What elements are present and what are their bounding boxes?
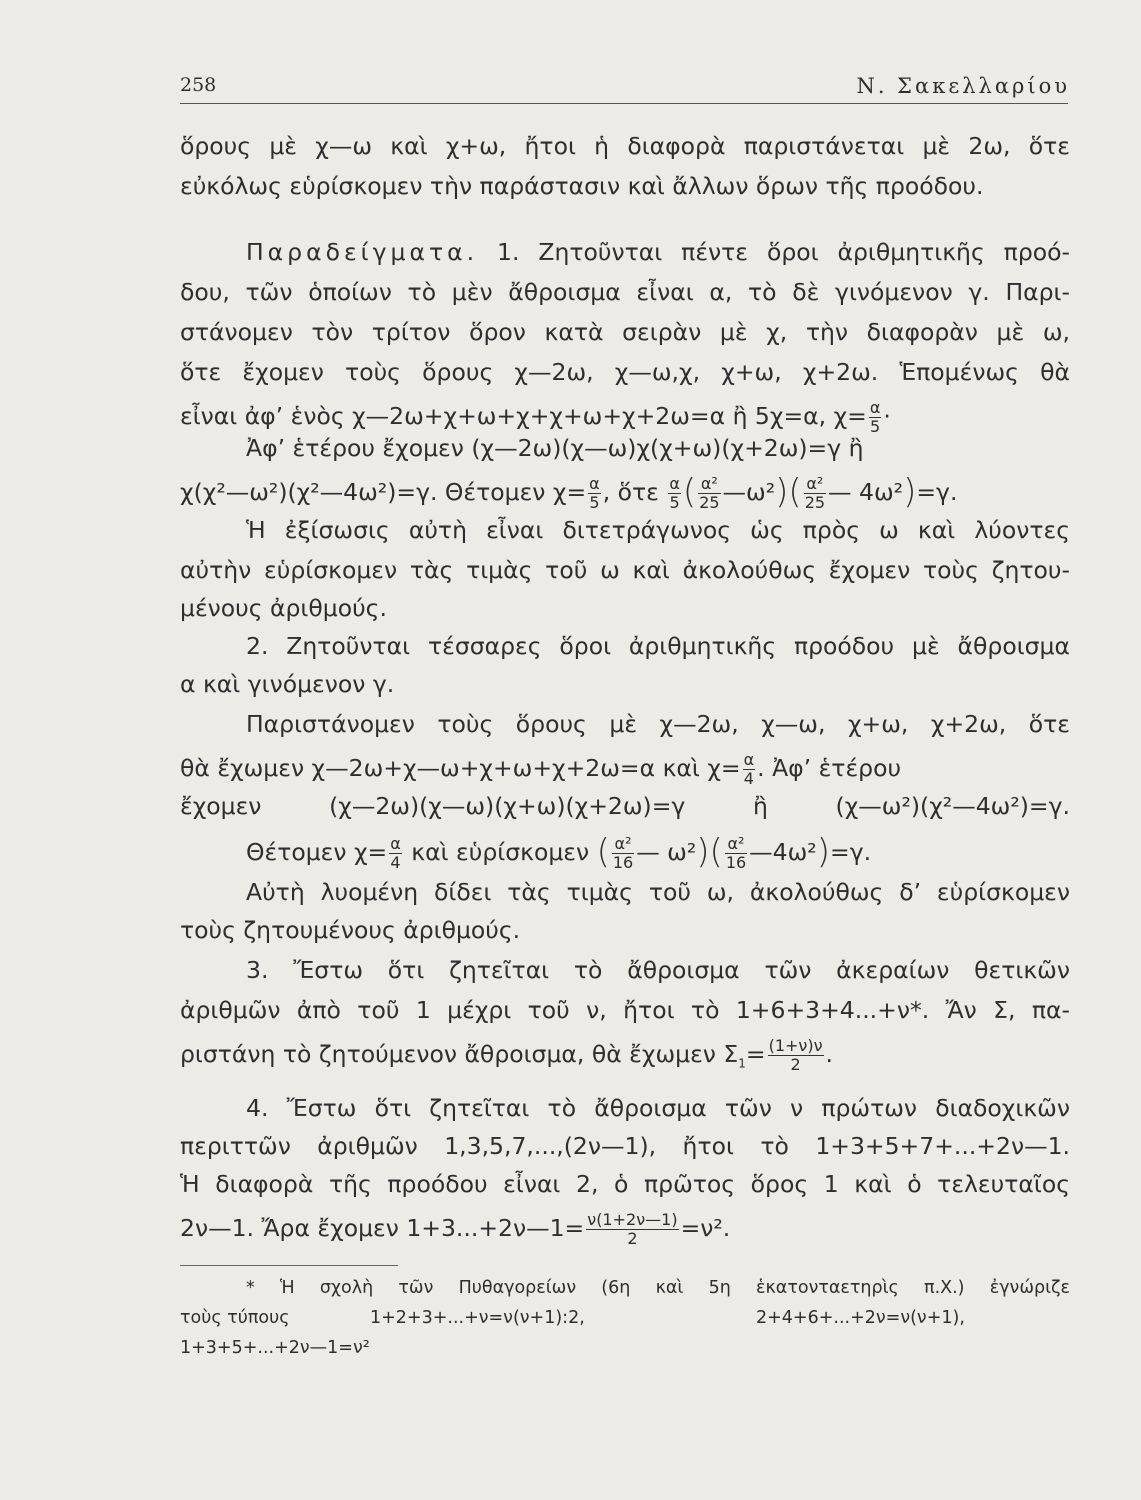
text-fragment: ριστάνη τὸ ζητούμενον ἄθροισμα, θὰ ἔχωμεν Σ <box>180 1040 739 1068</box>
text-fragment: χ(χ²—ω²)(χ²—4ω²)=γ. Θέτομεν χ= <box>180 478 587 506</box>
text-line: 2. Ζητοῦνται τέσσαρες ὅροι ἀριθμητικῆς προόδου μὲ ἄθροισμα <box>246 632 1070 660</box>
text-line: αὐτὴν εὑρίσκομεν τὰς τιμὰς τοῦ ω καὶ ἀκολούθως ἔχομεν τοὺς ζητου- <box>180 556 1070 584</box>
text-line: 3. Ἔστω ὅτι ζητεῖται τὸ ἄθροισμα τῶν ἀκεραίων θετικῶν <box>246 956 1070 984</box>
text-line: στάνομεν τὸν τρίτον ὅρον κατὰ σειρὰν μὲ χ, τὴν διαφορὰν μὲ ω, <box>180 318 1070 346</box>
numerator: α² <box>612 836 634 854</box>
fraction <box>588 476 601 511</box>
numerator: α <box>390 834 401 853</box>
text-fragment: 2ν—1. Ἄρα ἔχομεν 1+3...+2ν—1= <box>180 1214 585 1242</box>
footnote-line: 1+3+5+...+2ν—1=ν² <box>180 1338 370 1358</box>
fraction <box>586 1212 678 1247</box>
text-fragment: καὶ εὑρίσκομεν <box>403 838 597 866</box>
denominator: 5 <box>589 493 600 512</box>
text-fragment: . <box>825 1040 834 1068</box>
text-fragment: , ὅτε <box>602 478 659 506</box>
running-head: Ν. Σακελλαρίου <box>856 74 1070 98</box>
text-line: δου, τῶν ὁποίων τὸ μὲν ἄθροισμα εἶναι α, τὸ δὲ γινόμενον γ. Παρι- <box>180 278 1070 306</box>
subscript: 1 <box>738 1056 746 1071</box>
text-line: Ἡ διαφορὰ τῆς προόδου εἶναι 2, ὁ πρῶτος ὅρος 1 καὶ ὁ τελευταῖος <box>180 1170 1070 1198</box>
equation-line <box>180 1208 1070 1248</box>
text-fragment: εἶναι ἀφ’ ἑνὸς χ—2ω+χ+ω+χ+χ+ω+χ+2ω=α ἢ 5χ=α, χ= <box>180 402 867 430</box>
footnote-line: * Ἡ σχολὴ τῶν Πυθαγορείων (6η καὶ 5η ἑκατονταετηρὶς π.Χ.) ἐγνώριζε <box>246 1278 1070 1298</box>
text-line: Αὐτὴ λυομένη δίδει τὰς τιμὰς τοῦ ω, ἀκολούθως δ’ εὑρίσκομεν <box>246 878 1070 906</box>
text-fragment: θὰ ἔχωμεν χ—2ω+χ—ω+χ+ω+χ+2ω=α καὶ χ= <box>180 754 741 782</box>
fraction <box>768 1038 824 1073</box>
paren-open: ( <box>596 832 610 872</box>
text-fragment: Θέτομεν χ= <box>246 838 388 866</box>
examples-heading: Παραδείγματα. <box>246 238 479 266</box>
text-line: Ἀφ’ ἑτέρου ἔχομεν (χ—2ω)(χ—ω)χ(χ+ω)(χ+2ω)=γ ἢ <box>246 434 864 462</box>
equation-line <box>180 1034 1070 1074</box>
paren-open: ( <box>682 472 697 512</box>
denominator: 4 <box>743 769 754 788</box>
denominator: 25 <box>804 493 826 512</box>
denominator: 16 <box>725 853 747 872</box>
equation-line <box>180 832 1070 872</box>
text-fragment: =γ. <box>830 838 872 866</box>
footnote-rule <box>180 1265 398 1266</box>
page-number: 258 <box>180 74 217 96</box>
text-line: α καὶ γινόμενον γ. <box>180 670 395 698</box>
fraction <box>743 752 756 787</box>
fraction <box>804 476 826 511</box>
text-fragment: —ω² <box>722 478 776 506</box>
numerator: α² <box>725 836 747 854</box>
numerator: (1+ν)ν <box>768 1036 823 1055</box>
text-fragment: 1. Ζητοῦνται πέντε ὅροι ἀριθμητικῆς προό- <box>478 238 1070 266</box>
header-rule <box>180 103 1068 104</box>
text-fragment: — ω² <box>636 838 697 866</box>
footnote-line <box>180 1303 1070 1333</box>
fraction <box>698 476 720 511</box>
text-line: μένους ἀριθμούς. <box>180 594 387 622</box>
text-line: τοὺς ζητουμένους ἀριθμούς. <box>180 916 521 944</box>
paren-open: ( <box>709 832 723 872</box>
paren-close: ) <box>775 472 789 512</box>
text-line: ἔχομεν (χ—2ω)(χ—ω)(χ+ω)(χ+2ω)=γ ἢ (χ—ω²)(χ²—4ω²)=γ. <box>180 792 1070 820</box>
numerator: α² <box>804 476 826 494</box>
text-line: ὅρους μὲ χ—ω καὶ χ+ω, ἤτοι ἡ διαφορὰ παριστάνεται μὲ 2ω, ὅτε <box>180 132 1070 160</box>
numerator: α <box>743 750 755 769</box>
numerator: α² <box>698 476 720 494</box>
paren-close: ) <box>816 832 830 872</box>
fraction <box>725 836 747 871</box>
denominator: 4 <box>390 853 401 872</box>
denominator: 2 <box>790 1055 801 1074</box>
denominator: 25 <box>699 493 720 512</box>
equation-line <box>180 748 1070 788</box>
fraction <box>668 476 681 511</box>
denominator: 16 <box>612 853 634 872</box>
text-fragment: . Ἀφ’ ἑτέρου <box>757 754 902 782</box>
text-line: ἀριθμῶν ἀπὸ τοῦ 1 μέχρι τοῦ ν, ἤτοι τὸ 1+6+3+4...+ν*. Ἄν Σ, πα- <box>180 996 1070 1024</box>
examples-line <box>180 232 1070 272</box>
text-line: 4. Ἔστω ὅτι ζητεῖται τὸ ἄθροισμα τῶν ν πρώτων διαδοχικῶν <box>246 1094 1070 1122</box>
text-fragment: — 4ω² <box>828 478 904 506</box>
paren-open: ( <box>788 472 802 512</box>
text-line: Ἡ ἐξίσωσις αὐτὴ εἶναι διτετράγωνος ὡς πρὸς ω καὶ λύοντες <box>246 516 1070 544</box>
footnote-fragment: 2+4+6+...+2ν=ν(ν+1), <box>756 1308 965 1328</box>
equation-line <box>180 472 1070 512</box>
text-fragment: · <box>883 402 891 430</box>
paren-close: ) <box>696 832 710 872</box>
numerator: α <box>589 474 600 493</box>
text-line: ὅτε ἔχομεν τοὺς ὅρους χ—2ω, χ—ω,χ, χ+ω, χ+2ω. Ἑπομένως θὰ <box>180 358 1070 386</box>
denominator: 5 <box>870 417 881 436</box>
paren-close: ) <box>903 472 917 512</box>
fraction <box>389 836 402 871</box>
text-line: Παριστάνομεν τοὺς ὅρους μὲ χ—2ω, χ—ω, χ+ω, χ+2ω, ὅτε <box>246 710 1070 738</box>
footnote-fragment: τοὺς τύπους <box>180 1308 290 1328</box>
text-line: περιττῶν ἀριθμῶν 1,3,5,7,...,(2ν—1), ἤτοι τὸ 1+3+5+7+...+2ν—1. <box>180 1132 1070 1160</box>
text-fragment: =γ. <box>916 478 958 506</box>
numerator: α <box>869 398 881 417</box>
text-fragment: —4ω² <box>749 838 817 866</box>
footnote-fragment: 1+2+3+...+ν=ν(ν+1):2, <box>370 1308 585 1328</box>
fraction <box>612 836 634 871</box>
page-header <box>180 74 1070 104</box>
denominator: 5 <box>669 493 680 512</box>
denominator: 2 <box>627 1229 638 1248</box>
numerator: ν(1+2ν—1) <box>587 1210 678 1229</box>
text-line: εὐκόλως εὑρίσκομεν τὴν παράστασιν καὶ ἄλλων ὅρων τῆς προόδου. <box>180 172 984 200</box>
numerator: α <box>669 474 680 493</box>
text-fragment: = <box>745 1040 766 1068</box>
text-fragment: =ν². <box>680 1214 731 1242</box>
